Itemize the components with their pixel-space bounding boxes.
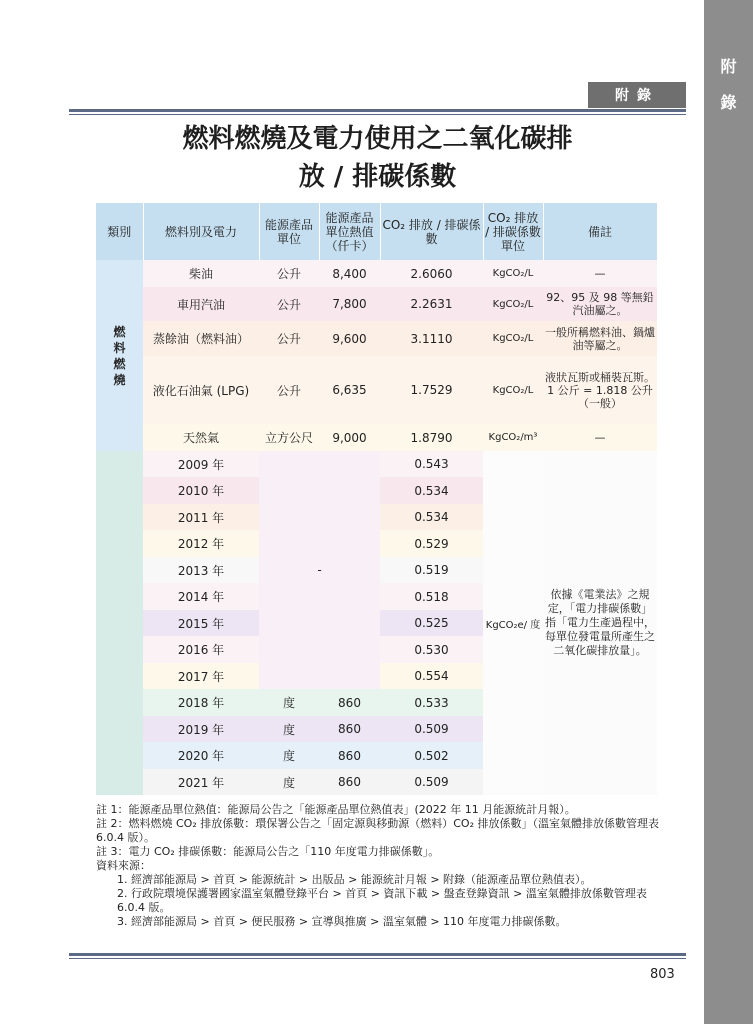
table-row [96, 451, 657, 477]
col-header-category: 類別 [96, 203, 143, 260]
fuel-factor-unit: KgCO₂/L [483, 260, 543, 287]
electricity-year: 2015 年 [143, 610, 259, 636]
fuel-factor: 3.1110 [380, 321, 483, 356]
col-header-factor: CO₂ 排放 / 排碳係數 [380, 203, 483, 260]
electricity-year: 2016 年 [143, 636, 259, 663]
electricity-year: 2018 年 [143, 689, 259, 716]
header-rule-thin [69, 114, 686, 115]
source-item-3: 3. 經濟部能源局 > 首頁 > 便民服務 > 宣導與推廣 > 溫室氣體 > 110 年度電力排碳係數。 [117, 915, 567, 928]
fuel-heat: 7,800 [319, 287, 380, 321]
electricity-year: 2009 年 [143, 451, 259, 477]
fuel-unit: 公升 [259, 287, 319, 321]
note-1: 註 1：能源產品單位熱值：能源局公告之「能源產品單位熱值表」(2022 年 11 月能源統計月報）。 [96, 803, 576, 816]
table-row [96, 356, 657, 424]
electricity-year: 2013 年 [143, 557, 259, 583]
electricity-factor: 0.554 [380, 663, 483, 689]
electricity-heat: 860 [319, 742, 380, 769]
electricity-remark: 依據《電業法》之規定，「電力排碳係數」指「電力生產過程中，每單位發電量所產生之二氧化碳排放量」。 [543, 451, 657, 795]
electricity-factor: 0.529 [380, 530, 483, 557]
electricity-heat: 860 [319, 716, 380, 742]
category-fuel-label: 燃料燃燒 [113, 324, 126, 387]
electricity-unit: 度 [259, 689, 319, 716]
page-number: 803 [650, 967, 675, 982]
fuel-heat: 6,635 [319, 356, 380, 424]
fuel-item: 天然氣 [143, 424, 259, 451]
fuel-item: 車用汽油 [143, 287, 259, 321]
source-item-1: 1. 經濟部能源局 > 首頁 > 能源統計 > 出版品 > 能源統計月報 > 附錄（能源產品單位熱值表）。 [117, 873, 592, 886]
electricity-factor: 0.530 [380, 636, 483, 663]
electricity-factor: 0.502 [380, 742, 483, 769]
col-header-item: 燃料別及電力 [143, 203, 259, 260]
fuel-item: 柴油 [143, 260, 259, 287]
source-title: 資料來源： [96, 859, 151, 872]
electricity-factor: 0.534 [380, 477, 483, 504]
electricity-blank-unit-heat: - [259, 451, 380, 689]
electricity-year: 2010 年 [143, 477, 259, 504]
fuel-factor-unit: KgCO₂/L [483, 321, 543, 356]
col-header-factor-unit: CO₂ 排放 / 排碳係數單位 [483, 203, 543, 260]
note-3: 註 3：電力 CO₂ 排碳係數：能源局公告之「110 年度電力排碳係數」。 [96, 845, 440, 858]
electricity-heat: 860 [319, 769, 380, 795]
section-header-label: 附錄 [588, 82, 686, 108]
electricity-factor: 0.509 [380, 769, 483, 795]
header-rule-thick [69, 109, 686, 112]
title-line-1: 燃料燃燒及電力使用之二氧化碳排 [182, 124, 573, 154]
fuel-factor-unit: KgCO₂/m³ [483, 424, 543, 451]
fuel-item: 液化石油氣 (LPG) [143, 356, 259, 424]
electricity-unit: 度 [259, 769, 319, 795]
page-title [69, 120, 686, 196]
notes-section [96, 803, 661, 929]
fuel-heat: 9,600 [319, 321, 380, 356]
side-tab-label-top: 附 [720, 57, 737, 76]
electricity-unit: 度 [259, 742, 319, 769]
title-line-2: 放 / 排碳係數 [298, 162, 457, 192]
fuel-remark: 92、95 及 98 等無鉛汽油屬之。 [543, 287, 657, 321]
fuel-remark: — [543, 424, 657, 451]
footer-rule-thick [69, 953, 686, 956]
fuel-factor: 1.8790 [380, 424, 483, 451]
fuel-remark: — [543, 260, 657, 287]
electricity-unit: 度 [259, 716, 319, 742]
side-tab [704, 0, 753, 1024]
electricity-year: 2014 年 [143, 583, 259, 610]
table-row [96, 287, 657, 321]
electricity-year: 2011 年 [143, 504, 259, 530]
category-fuel-cell [96, 260, 143, 451]
note-2: 註 2：燃料燃燒 CO₂ 排放係數：環保署公告之「固定源與移動源（燃料）CO₂ 排放係數」（溫室氣體排放係數管理表 6.0.4 版）。 [96, 817, 659, 844]
source-item-2: 2. 行政院環境保護署國家溫室氣體登錄平台 > 首頁 > 資訊下載 > 盤查登錄資訊 > 溫室氣體排放係數管理表 6.0.4 版。 [117, 887, 647, 914]
electricity-year: 2017 年 [143, 663, 259, 689]
fuel-unit: 立方公尺 [259, 424, 319, 451]
fuel-heat: 8,400 [319, 260, 380, 287]
electricity-factor: 0.543 [380, 451, 483, 477]
category-electricity-cell [96, 451, 143, 795]
fuel-remark: 液狀瓦斯或桶裝瓦斯。1 公斤 = 1.818 公升（一般） [543, 356, 657, 424]
fuel-remark: 一般所稱燃料油、鍋爐油等屬之。 [543, 321, 657, 356]
fuel-factor-unit: KgCO₂/L [483, 287, 543, 321]
fuel-factor: 2.2631 [380, 287, 483, 321]
electricity-year: 2012 年 [143, 530, 259, 557]
fuel-factor: 1.7529 [380, 356, 483, 424]
fuel-heat: 9,000 [319, 424, 380, 451]
col-header-heat: 能源產品單位熱值（仟卡） [319, 203, 380, 260]
electricity-factor-unit: KgCO₂e/ 度 [483, 451, 543, 795]
electricity-factor: 0.525 [380, 610, 483, 636]
col-header-unit: 能源產品單位 [259, 203, 319, 260]
electricity-heat: 860 [319, 689, 380, 716]
electricity-factor: 0.533 [380, 689, 483, 716]
side-tab-label-bottom: 錄 [720, 93, 737, 112]
electricity-year: 2019 年 [143, 716, 259, 742]
fuel-unit: 公升 [259, 321, 319, 356]
electricity-year: 2021 年 [143, 769, 259, 795]
table-row [96, 321, 657, 356]
electricity-factor: 0.509 [380, 716, 483, 742]
electricity-factor: 0.519 [380, 557, 483, 583]
fuel-unit: 公升 [259, 356, 319, 424]
table-header-row [96, 203, 657, 260]
electricity-factor: 0.534 [380, 504, 483, 530]
electricity-year: 2020 年 [143, 742, 259, 769]
footer-rule-thin [69, 958, 686, 959]
table-row [96, 260, 657, 287]
fuel-unit: 公升 [259, 260, 319, 287]
table-row [96, 424, 657, 451]
electricity-factor: 0.518 [380, 583, 483, 610]
emission-factor-table [96, 203, 658, 795]
col-header-remark: 備註 [543, 203, 657, 260]
fuel-factor-unit: KgCO₂/L [483, 356, 543, 424]
fuel-item: 蒸餘油（燃料油） [143, 321, 259, 356]
fuel-factor: 2.6060 [380, 260, 483, 287]
